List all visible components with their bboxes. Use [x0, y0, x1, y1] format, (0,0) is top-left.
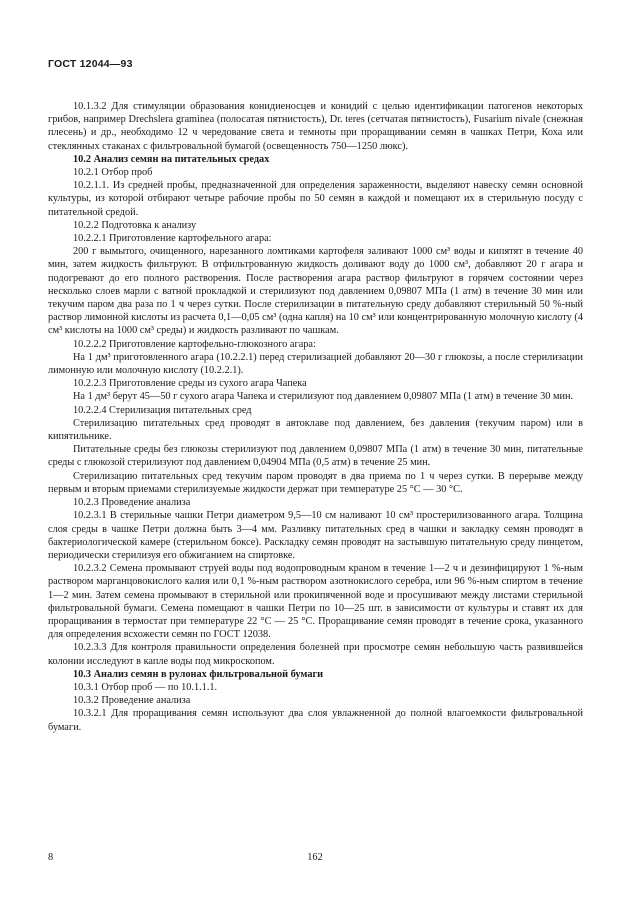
- page-number-left: 8: [48, 852, 54, 863]
- document-body: [48, 100, 583, 734]
- standard-header: ГОСТ 12044—93: [48, 58, 133, 70]
- paragraph: На 1 дм³ приготовленного агара (10.2.2.1) перед стерилизацией добавляют 20—30 г глюкозы, а после стерилизации лимонную или молочную кислоту (10.2.2.1).: [48, 351, 583, 377]
- section-heading: 10.3 Анализ семян в рулонах фильтровальной бумаги: [73, 668, 324, 680]
- paragraph: Стерилизацию питательных сред проводят в автоклаве под давлением, без давления (текучим паром) или в кипятильнике.: [48, 417, 583, 443]
- subsection-heading: 10.2.2.2 Приготовление картофельно-глюкозного агара:: [73, 338, 316, 350]
- paragraph: Стерилизацию питательных сред текучим паром проводят в два приема по 1 ч через сутки. В перерыве между первым и вторым приемами стерилизуемые жидкости держат при температуре 25 °С — 30 °С.: [48, 470, 583, 495]
- section-heading: 10.2 Анализ семян на питательных средах: [73, 153, 270, 165]
- paragraph: 10.2.1.1. Из средней пробы, предназначенной для определения зараженности, выделяют навеску семян основной культуры, из которой отбирают четыре рабочие пробы по 50 семян в каждой и помещают их в стерильную посуду с питательной средой.: [48, 180, 583, 218]
- subsection-heading: 10.2.3 Проведение анализа: [73, 497, 191, 509]
- paragraph: На 1 дм³ берут 45—50 г сухого агара Чапека и стерилизуют под давлением 0,09807 МПа (1 атм) в течение 30 мин.: [73, 391, 574, 403]
- subsection-heading: 10.2.2.4 Стерилизация питательных сред: [73, 404, 252, 416]
- paragraph: 10.2.3.3 Для контроля правильности определения болезней при просмотре семян небольшую часть развившейся колонии исследуют в капле воды под микроскопом.: [48, 642, 583, 667]
- paragraph: 10.2.3.2 Семена промывают струей воды под водопроводным краном в течение 1—2 ч и дезинфицируют 1 %-ным раствором марганцовокислого калия или 0,1 %-ным раствором азотнокислого серебра, или 96 %-ным спиртом в течение 1—2 мин. Затем семена промывают в стерильной или прокипяченной воде и просушивают между листами стерильной фильтровальной бумаги. Семена помещают в чашки Петри по 10—25 шт. в зависимости от культуры и ставят их для проращивания в термостат при температуре 22 °С — 25 °С. Проращивание семян проводят в течение срока, указанного для определения всхожести семян по ГОСТ 12038.: [48, 563, 583, 641]
- subsection-heading: 10.2.2 Подготовка к анализу: [73, 219, 197, 231]
- paragraph: 200 г вымытого, очищенного, нарезанного ломтиками картофеля заливают 1000 см³ воды и кипятят в течение 40 мин, затем жидкость фильтруют. В отфильтрованную жидкость доливают воду до 1000 см³, добавляют 20 г агара и подогревают до его полного растворения. После растворения агара раствор фильтруют в горячем состоянии через несколько слоев марли с ватной прокладкой и стерилизуют под давлением 0,09807 МПа (1 атм) в течение 30 мин или текучим паром два раза по 1 ч через сутки. После стерилизации в питательную среду добавляют стерильный 50 %-ный раствор лимонной кислоты из расчета 0,1—0,05 см³ (одна капля) на 10 см³ или концентрированную молочную кислоту (4 см³ кислоты на 1000 см³ среды) и жидкость разливают по чашкам.: [48, 246, 583, 337]
- paragraph: 10.3.2.1 Для проращивания семян используют два слоя увлажненной до полной влагоемкости фильтровальной бумаги.: [48, 708, 583, 733]
- page-number-center: 162: [307, 852, 323, 863]
- subsection-heading: 10.2.2.3 Приготовление среды из сухого агара Чапека: [73, 378, 307, 390]
- paragraph: 10.3.1 Отбор проб — по 10.1.1.1.: [73, 681, 218, 693]
- subsection-heading: 10.2.1 Отбор проб: [73, 167, 153, 179]
- subsection-heading: 10.3.2 Проведение анализа: [73, 695, 191, 707]
- paragraph: 10.2.3.1 В стерильные чашки Петри диаметром 9,5—10 см наливают 10 см³ простерилизованного агара. Толщина слоя среды в чашке Петри должна быть 3—4 мм. Разливку питательных сред в чашки и закладку семян проводят в бактериологической камере (стерильном боксе). Раскладку семян проводят на застывшую питательную среду пинцетом, периодически стерилизуя его обжиганием на спиртовке.: [48, 510, 583, 561]
- subsection-heading: 10.2.2.1 Приготовление картофельного агара:: [73, 233, 272, 245]
- paragraph: Питательные среды без глюкозы стерилизуют под давлением 0,09807 МПа (1 атм) в течение 30 мин, питательные среды с глюкозой стерилизуют под давлением 0,04904 МПа (0,5 атм) в течение 25 мин.: [48, 444, 583, 469]
- paragraph: 10.1.3.2 Для стимуляции образования конидиеносцев и конидий с целью идентификации патогенов некоторых грибов, например Drechslera graminea (полосатая пятнистость), Dr. teres (сетчатая пятнистость), Fusarium nivale (снежная плесень) и др., необходимо 12 ч чередование света и темноты при проращивании семян в чашках Петри, Коха или стеклянных стаканах с фильтровальной бумагой (освещенность 750—1250 люкс).: [48, 101, 583, 152]
